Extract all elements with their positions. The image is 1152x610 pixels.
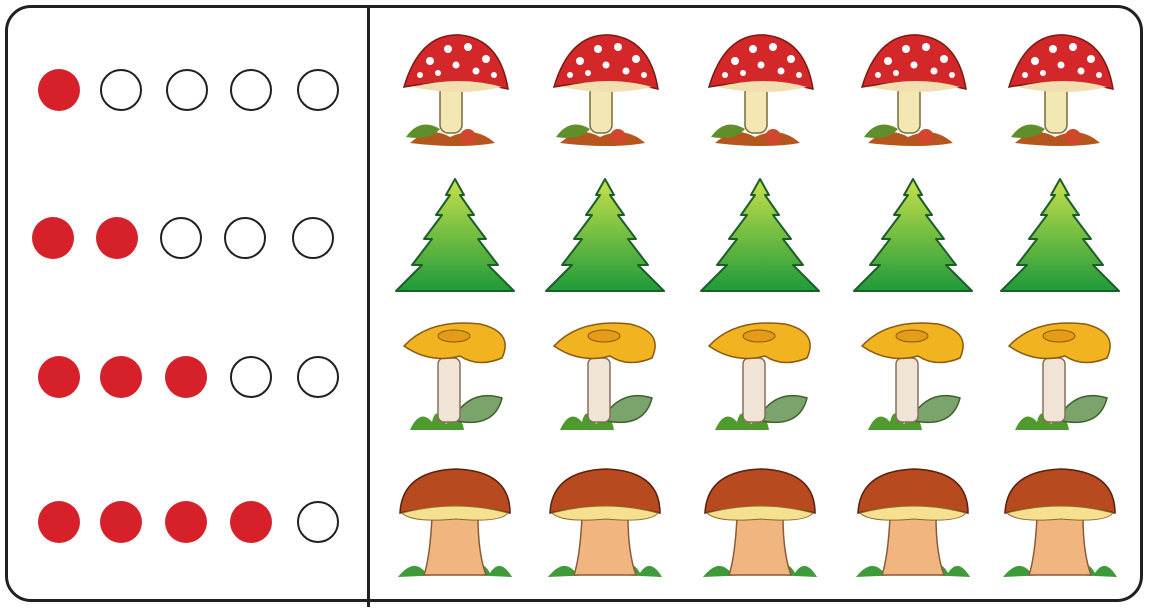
filled-dot: [230, 501, 272, 543]
empty-dot: [100, 69, 142, 111]
column-divider: [367, 8, 370, 607]
fir-tree-icon: [848, 173, 978, 303]
fir-tree-icon: [995, 173, 1125, 303]
fly-agaric-mushroom-icon: [995, 25, 1125, 155]
filled-dot: [38, 69, 80, 111]
fir-tree-icon: [695, 173, 825, 303]
chanterelle-mushroom-icon: [695, 312, 825, 442]
filled-dot: [100, 356, 142, 398]
empty-dot: [230, 356, 272, 398]
fir-tree-icon: [540, 173, 670, 303]
empty-dot: [166, 69, 208, 111]
fir-tree-icon: [390, 173, 520, 303]
empty-dot: [230, 69, 272, 111]
filled-dot: [96, 217, 138, 259]
chanterelle-mushroom-icon: [540, 312, 670, 442]
chanterelle-mushroom-icon: [390, 312, 520, 442]
fly-agaric-mushroom-icon: [695, 25, 825, 155]
empty-dot: [297, 69, 339, 111]
empty-dot: [160, 217, 202, 259]
empty-dot: [292, 217, 334, 259]
chanterelle-mushroom-icon: [848, 312, 978, 442]
porcini-mushroom-icon: [540, 457, 670, 587]
empty-dot: [297, 501, 339, 543]
filled-dot: [165, 356, 207, 398]
filled-dot: [100, 501, 142, 543]
fly-agaric-mushroom-icon: [848, 25, 978, 155]
porcini-mushroom-icon: [848, 457, 978, 587]
filled-dot: [38, 501, 80, 543]
filled-dot: [32, 217, 74, 259]
porcini-mushroom-icon: [390, 457, 520, 587]
empty-dot: [224, 217, 266, 259]
chanterelle-mushroom-icon: [995, 312, 1125, 442]
porcini-mushroom-icon: [695, 457, 825, 587]
empty-dot: [297, 356, 339, 398]
fly-agaric-mushroom-icon: [390, 25, 520, 155]
filled-dot: [38, 356, 80, 398]
porcini-mushroom-icon: [995, 457, 1125, 587]
filled-dot: [165, 501, 207, 543]
fly-agaric-mushroom-icon: [540, 25, 670, 155]
